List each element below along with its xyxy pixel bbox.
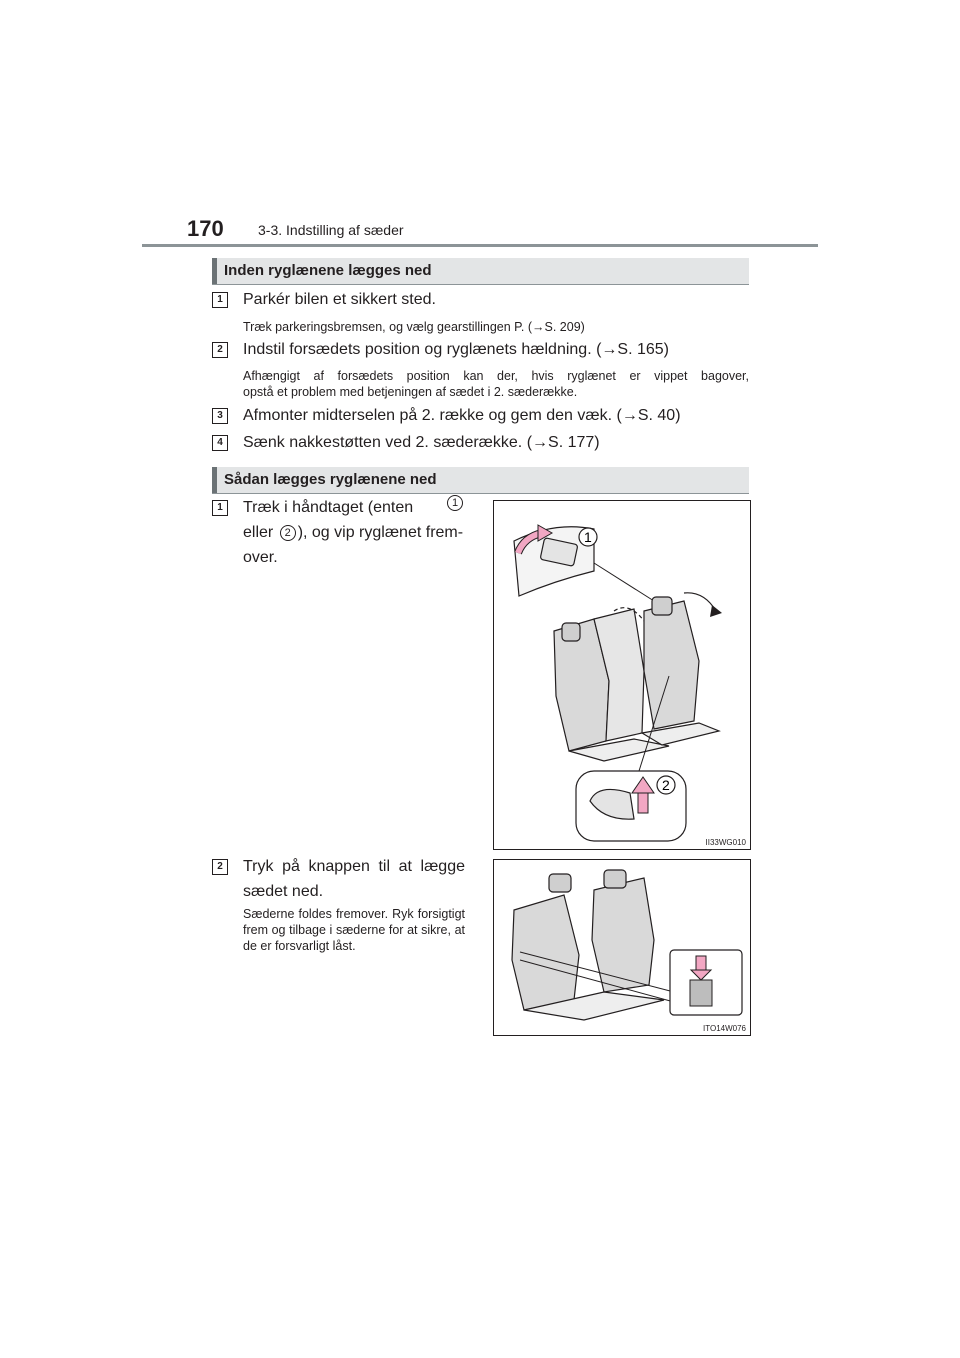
section-title: Sådan lægges ryglænene ned <box>224 471 437 488</box>
fold-button-illustration <box>494 860 750 1035</box>
step-note-line: Afhængigt af forsædets position kan der, hvis ryglænet er vippet bagover, <box>243 369 749 383</box>
step-number: 1 <box>212 500 228 516</box>
step-text: Sænk nakkestøtten ved 2. sæderække. (→S. 177) <box>243 434 600 451</box>
handle-callout-1: 1 <box>447 495 463 511</box>
figure-fold-button <box>493 859 751 1036</box>
section-title: Inden ryglænene lægges ned <box>224 262 432 279</box>
step-text-line <box>243 520 465 545</box>
section-heading-bar <box>212 258 217 284</box>
step-text-part: Træk i håndtaget (enten <box>243 499 414 516</box>
handle-callout-2: 2 <box>280 525 296 541</box>
step-text-part: eller <box>243 524 274 541</box>
step-note: Sæderne foldes fremover. Ryk forsigtigt frem og tilbage i sæderne for at sikre, at de er forsvarligt låst. <box>243 907 465 953</box>
step-number: 2 <box>212 342 228 358</box>
chapter-title: 3-3. Indstilling af sæder <box>258 222 404 238</box>
section-heading-folding <box>212 467 749 494</box>
step-number: 3 <box>212 408 228 424</box>
callout-1-label: 1 <box>584 529 592 545</box>
step-number: 1 <box>212 292 228 308</box>
section-heading-bar <box>212 467 217 493</box>
seat-lever-illustration <box>494 501 750 849</box>
figure-seat-lever <box>493 500 751 850</box>
step-text <box>243 854 465 904</box>
step-text-line <box>243 495 465 520</box>
step-text-part: ), og vip ryglænet frem- <box>297 524 464 541</box>
step-number: 2 <box>212 859 228 875</box>
step-text: Parkér bilen et sikkert sted. <box>243 291 436 308</box>
step-number: 4 <box>212 435 228 451</box>
step-text: Afmonter midterselen på 2. række og gem den væk. (→S. 40) <box>243 407 681 424</box>
step-text: Indstil forsædets position og ryglænets hældning. (→S. 165) <box>243 341 669 358</box>
callout-2-label: 2 <box>662 777 670 793</box>
page-number: 170 <box>187 216 224 241</box>
step-note-line: opstå et problem med betjeningen af sædet i 2. sæderække. <box>243 385 578 399</box>
header-rule <box>142 244 818 247</box>
figure-code: ITO14W076 <box>703 1024 746 1033</box>
step-text-line: Tryk på knappen til at lægge <box>243 858 465 875</box>
step-text-line: sædet ned. <box>243 883 324 900</box>
figure-code: II33WG010 <box>705 838 746 847</box>
step-text <box>243 495 465 570</box>
step-note: Træk parkeringsbremsen, og vælg gearstillingen P. (→S. 209) <box>243 320 585 334</box>
section-heading-before-folding <box>212 258 749 285</box>
step-text-line: over. <box>243 549 278 566</box>
step-note <box>243 368 749 400</box>
